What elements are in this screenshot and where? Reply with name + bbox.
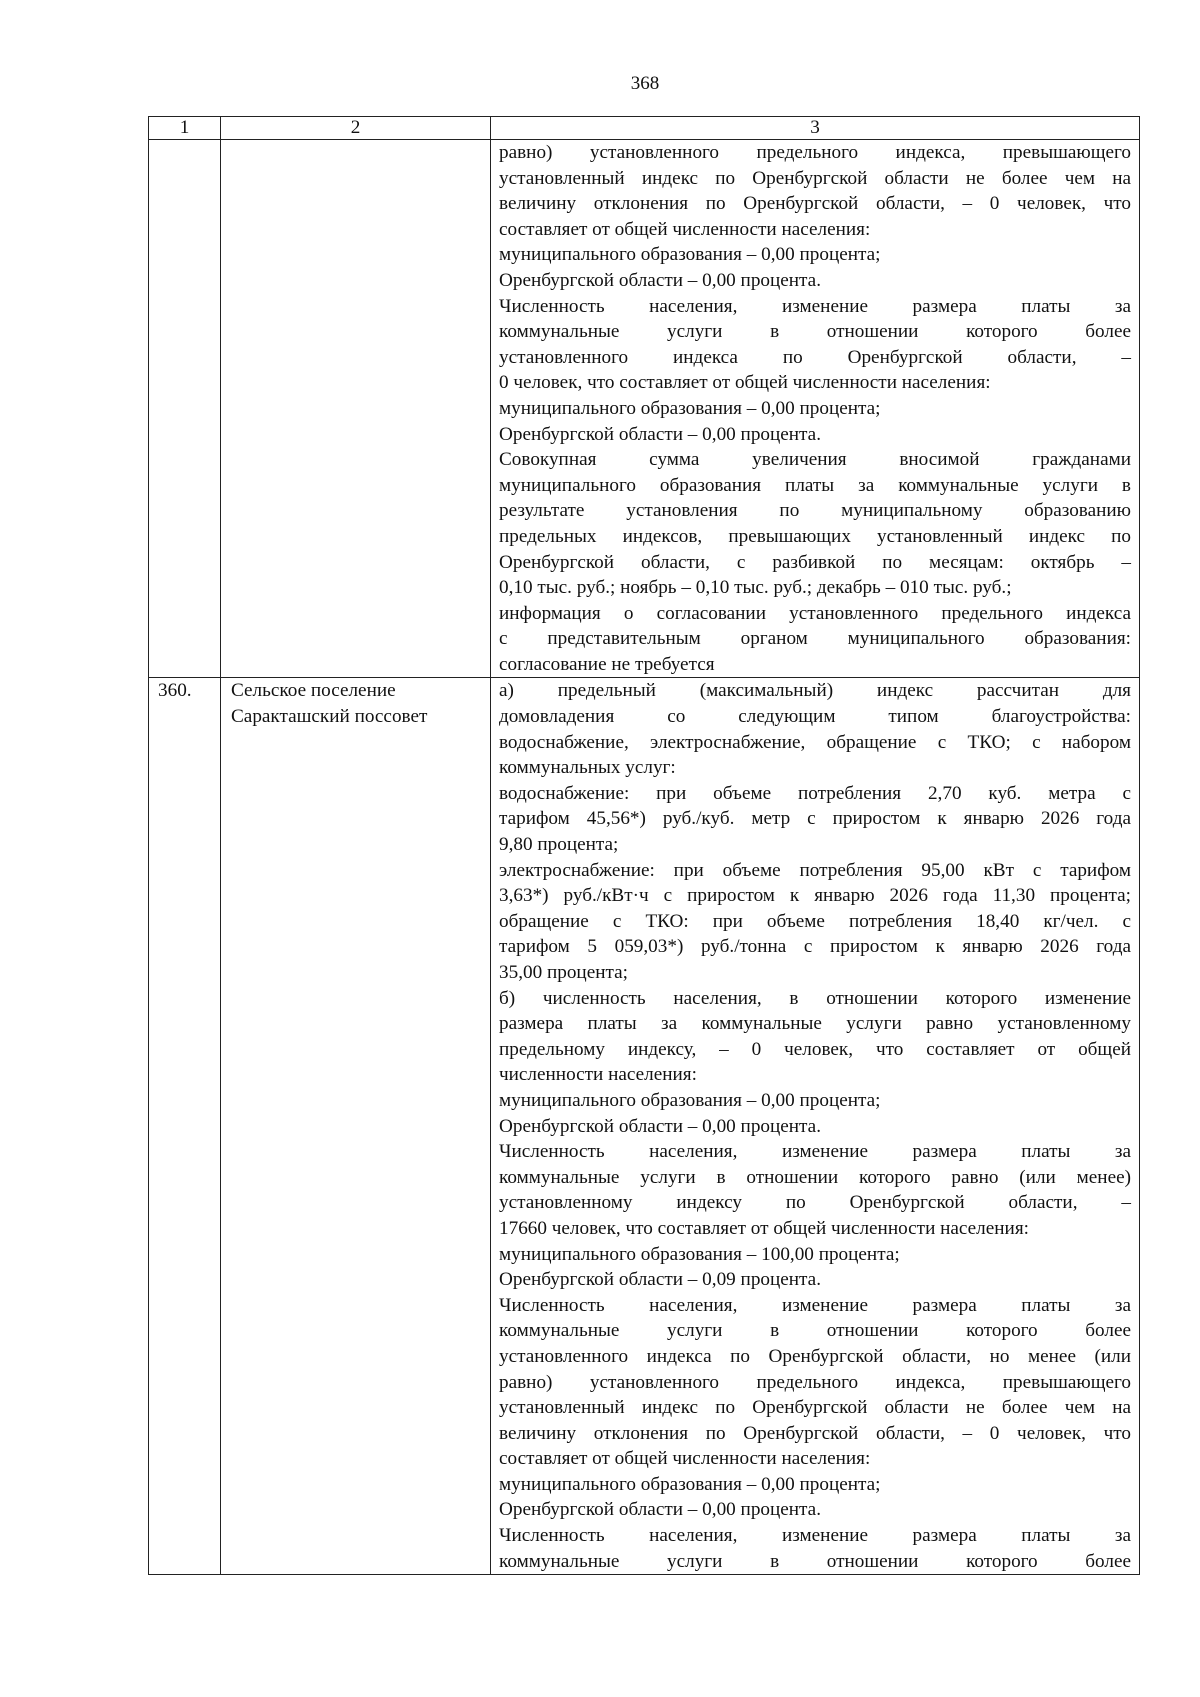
description-line: водоснабжение, электроснабжение, обращение с ТКО; с набором (499, 731, 1131, 753)
index-description (491, 678, 1140, 1575)
description-line: установленный индекс по Оренбургской области не более чем на (499, 167, 1131, 189)
description-line: Численность населения, изменение размера платы за (499, 1141, 1131, 1163)
table-row (149, 140, 1140, 678)
row-number (149, 140, 221, 678)
description-line: Численность населения, изменение размера платы за (499, 1525, 1131, 1547)
row-number: 360. (149, 678, 221, 1575)
description-line: предельных индексов, превышающих установленный индекс по (499, 525, 1131, 547)
index-table (148, 116, 1140, 1575)
description-line: Совокупная сумма увеличения вносимой гражданами (499, 449, 1131, 471)
description-line: установленный индекс по Оренбургской области не более чем на (499, 1397, 1131, 1419)
description-line: Численность населения, изменение размера платы за (499, 295, 1131, 317)
description-line: водоснабжение: при объеме потребления 2,70 куб. метра с (499, 782, 1131, 804)
description-line: 0,10 тыс. руб.; ноябрь – 0,10 тыс. руб.; декабрь – 010 тыс. руб.; (499, 577, 1012, 599)
description-line: тарифом 45,56*) руб./куб. метр с приростом к январю 2026 года (499, 808, 1131, 830)
description-line: муниципального образования – 0,00 процента; (499, 397, 881, 419)
description-line: равно) установленного предельного индекса, превышающего (499, 142, 1131, 163)
description-line: 9,80 процента; (499, 834, 619, 856)
territory-name (221, 140, 491, 678)
page-number: 368 (630, 73, 660, 94)
description-line: коммунальные услуги в отношении которого равно (или менее) (499, 1166, 1131, 1188)
description-line: 3,63*) руб./кВт·ч с приростом к январю 2026 года 11,30 процента; (499, 885, 1131, 907)
description-line: Оренбургской области – 0,00 процента. (499, 423, 821, 445)
description-line: 0 человек, что составляет от общей численности населения: (499, 372, 991, 394)
description-line: результате установления по муниципальному образованию (499, 500, 1131, 522)
territory-name (221, 678, 491, 1575)
territory-name-line: Сельское поселение (231, 680, 396, 702)
header-col-3: 3 (491, 117, 1140, 140)
description-line: составляет от общей численности населения: (499, 218, 871, 240)
description-line: размера платы за коммунальные услуги равно установленному (499, 1013, 1131, 1035)
description-line: коммунальные услуги в отношении которого более (499, 321, 1131, 343)
description-line: величину отклонения по Оренбургской области, – 0 человек, что (499, 193, 1131, 215)
description-line: Оренбургской области – 0,09 процента. (499, 1269, 821, 1291)
description-line: муниципального образования – 0,00 процента; (499, 244, 881, 266)
description-line: Оренбургской области, с разбивкой по месяцам: октябрь – (499, 551, 1131, 573)
description-line: б) численность населения, в отношении которого изменение (499, 987, 1131, 1009)
header-col-1: 1 (149, 117, 221, 140)
territory-name-line: Саракташский поссовет (231, 706, 428, 728)
description-line: муниципального образования – 100,00 процента; (499, 1243, 900, 1265)
description-line: коммунальных услуг: (499, 757, 676, 779)
table-row (149, 678, 1140, 1575)
description-line: муниципального образования – 0,00 процента; (499, 1089, 881, 1111)
description-line: Оренбургской области – 0,00 процента. (499, 1499, 821, 1521)
description-line: Оренбургской области – 0,00 процента. (499, 1115, 821, 1137)
description-line: обращение с ТКО: при объеме потребления 18,40 кг/чел. с (499, 910, 1131, 932)
description-line: величину отклонения по Оренбургской области, – 0 человек, что (499, 1422, 1131, 1444)
description-line: муниципального образования – 0,00 процента; (499, 1473, 881, 1495)
description-line: информация о согласовании установленного предельного индекса (499, 602, 1131, 624)
description-line: предельному индексу, – 0 человек, что составляет от общей (499, 1038, 1131, 1060)
description-line: коммунальные услуги в отношении которого более (499, 1550, 1131, 1572)
description-line: установленного индекса по Оренбургской области, но менее (или (499, 1345, 1131, 1367)
description-line: коммунальные услуги в отношении которого более (499, 1320, 1131, 1342)
description-line: равно) установленного предельного индекса, превышающего (499, 1371, 1131, 1393)
header-col-2: 2 (221, 117, 491, 140)
description-line: с представительным органом муниципального образования: (499, 628, 1131, 650)
description-line: численности населения: (499, 1064, 697, 1086)
description-line: составляет от общей численности населения: (499, 1448, 871, 1470)
description-line: тарифом 5 059,03*) руб./тонна с приростом к январю 2026 года (499, 936, 1131, 958)
description-line: электроснабжение: при объеме потребления 95,00 кВт с тарифом (499, 859, 1131, 881)
description-line: 35,00 процента; (499, 962, 628, 983)
description-line: домовладения со следующим типом благоустройства: (499, 706, 1131, 728)
description-line: а) предельный (максимальный) индекс рассчитан для (499, 680, 1131, 702)
description-line: Численность населения, изменение размера платы за (499, 1294, 1131, 1316)
table-header-row (149, 117, 1140, 140)
description-line: согласование не требуется (499, 653, 715, 675)
description-line: 17660 человек, что составляет от общей численности населения: (499, 1217, 1029, 1239)
description-line: муниципального образования платы за коммунальные услуги в (499, 474, 1131, 496)
description-line: Оренбургской области – 0,00 процента. (499, 269, 821, 291)
index-description (491, 140, 1140, 678)
description-line: установленному индексу по Оренбургской области, – (499, 1192, 1131, 1214)
description-line: установленного индекса по Оренбургской области, – (499, 346, 1131, 368)
